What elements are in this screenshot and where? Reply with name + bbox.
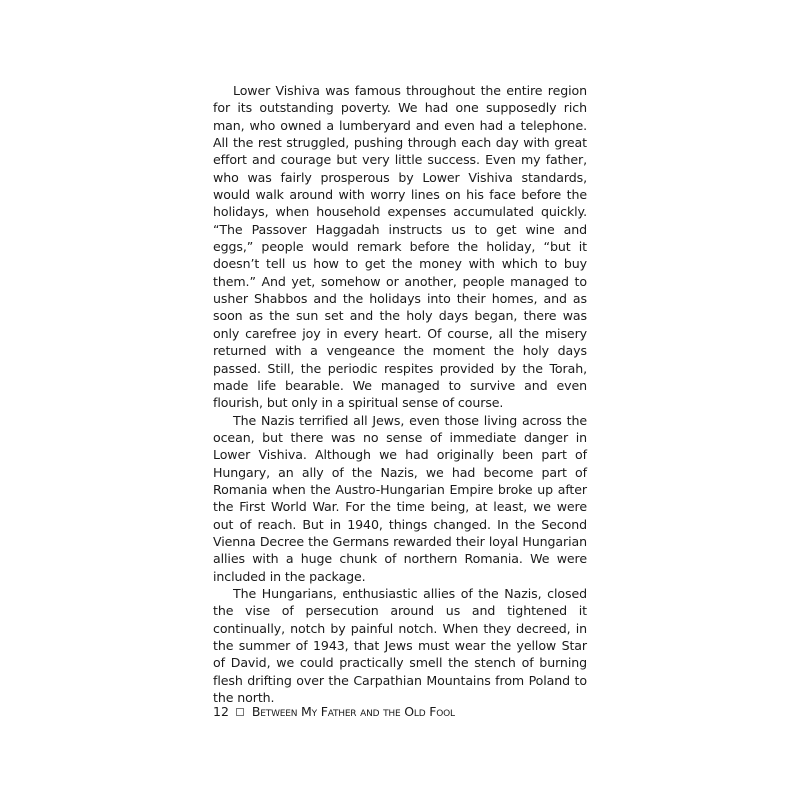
- page-body: [213, 82, 587, 706]
- box-icon: [236, 708, 244, 716]
- page-footer: [213, 704, 455, 719]
- paragraph-1: Lower Vishiva was famous throughout the entire region for its outstanding poverty. We had one supposedly rich man, who owned a lumberyard and even had a telephone. All the rest struggled, pushing through each day with great effort and courage but very little success. Even my father, who was fairly prosperous by Lower Vishiva standards, would walk around with worry lines on his face before the holidays, when household expenses accumulated quickly. “The Passover Haggadah instructs us to get wine and eggs,” people would remark before the holiday, “but it doesn’t tell us how to get the money with which to buy them.” And yet, somehow or another, people managed to usher Shabbos and the holidays into their homes, and as soon as the sun set and the holy days began, there was only carefree joy in every heart. Of course, all the misery returned with a vengeance the moment the holy days passed. Still, the periodic respites provided by the Torah, made life bearable. We managed to survive and even flourish, but only in a spiritual sense of course.: [213, 83, 587, 411]
- running-title: Between My Father and the Old Fool: [251, 704, 455, 719]
- page-number: 12: [213, 704, 229, 719]
- paragraph-3: The Hungarians, enthusiastic allies of the Nazis, closed the vise of persecution around us and tightened it continually, notch by painful notch. When they decreed, in the summer of 1943, that Jews must wear the yellow Star of David, we could practically smell the stench of burning flesh drifting over the Carpathian Mountains from Poland to the north.: [213, 585, 587, 706]
- paragraph-2: The Nazis terrified all Jews, even those living across the ocean, but there was no sense of immediate danger in Lower Vishiva. Although we had originally been part of Hungary, an ally of the Nazis, we had become part of Romania when the Austro-Hungarian Empire broke up after the First World War. For the time being, at least, we were out of reach. But in 1940, things changed. In the Second Vienna Decree the Germans rewarded their loyal Hungarian allies with a huge chunk of northern Romania. We were included in the package.: [213, 412, 587, 584]
